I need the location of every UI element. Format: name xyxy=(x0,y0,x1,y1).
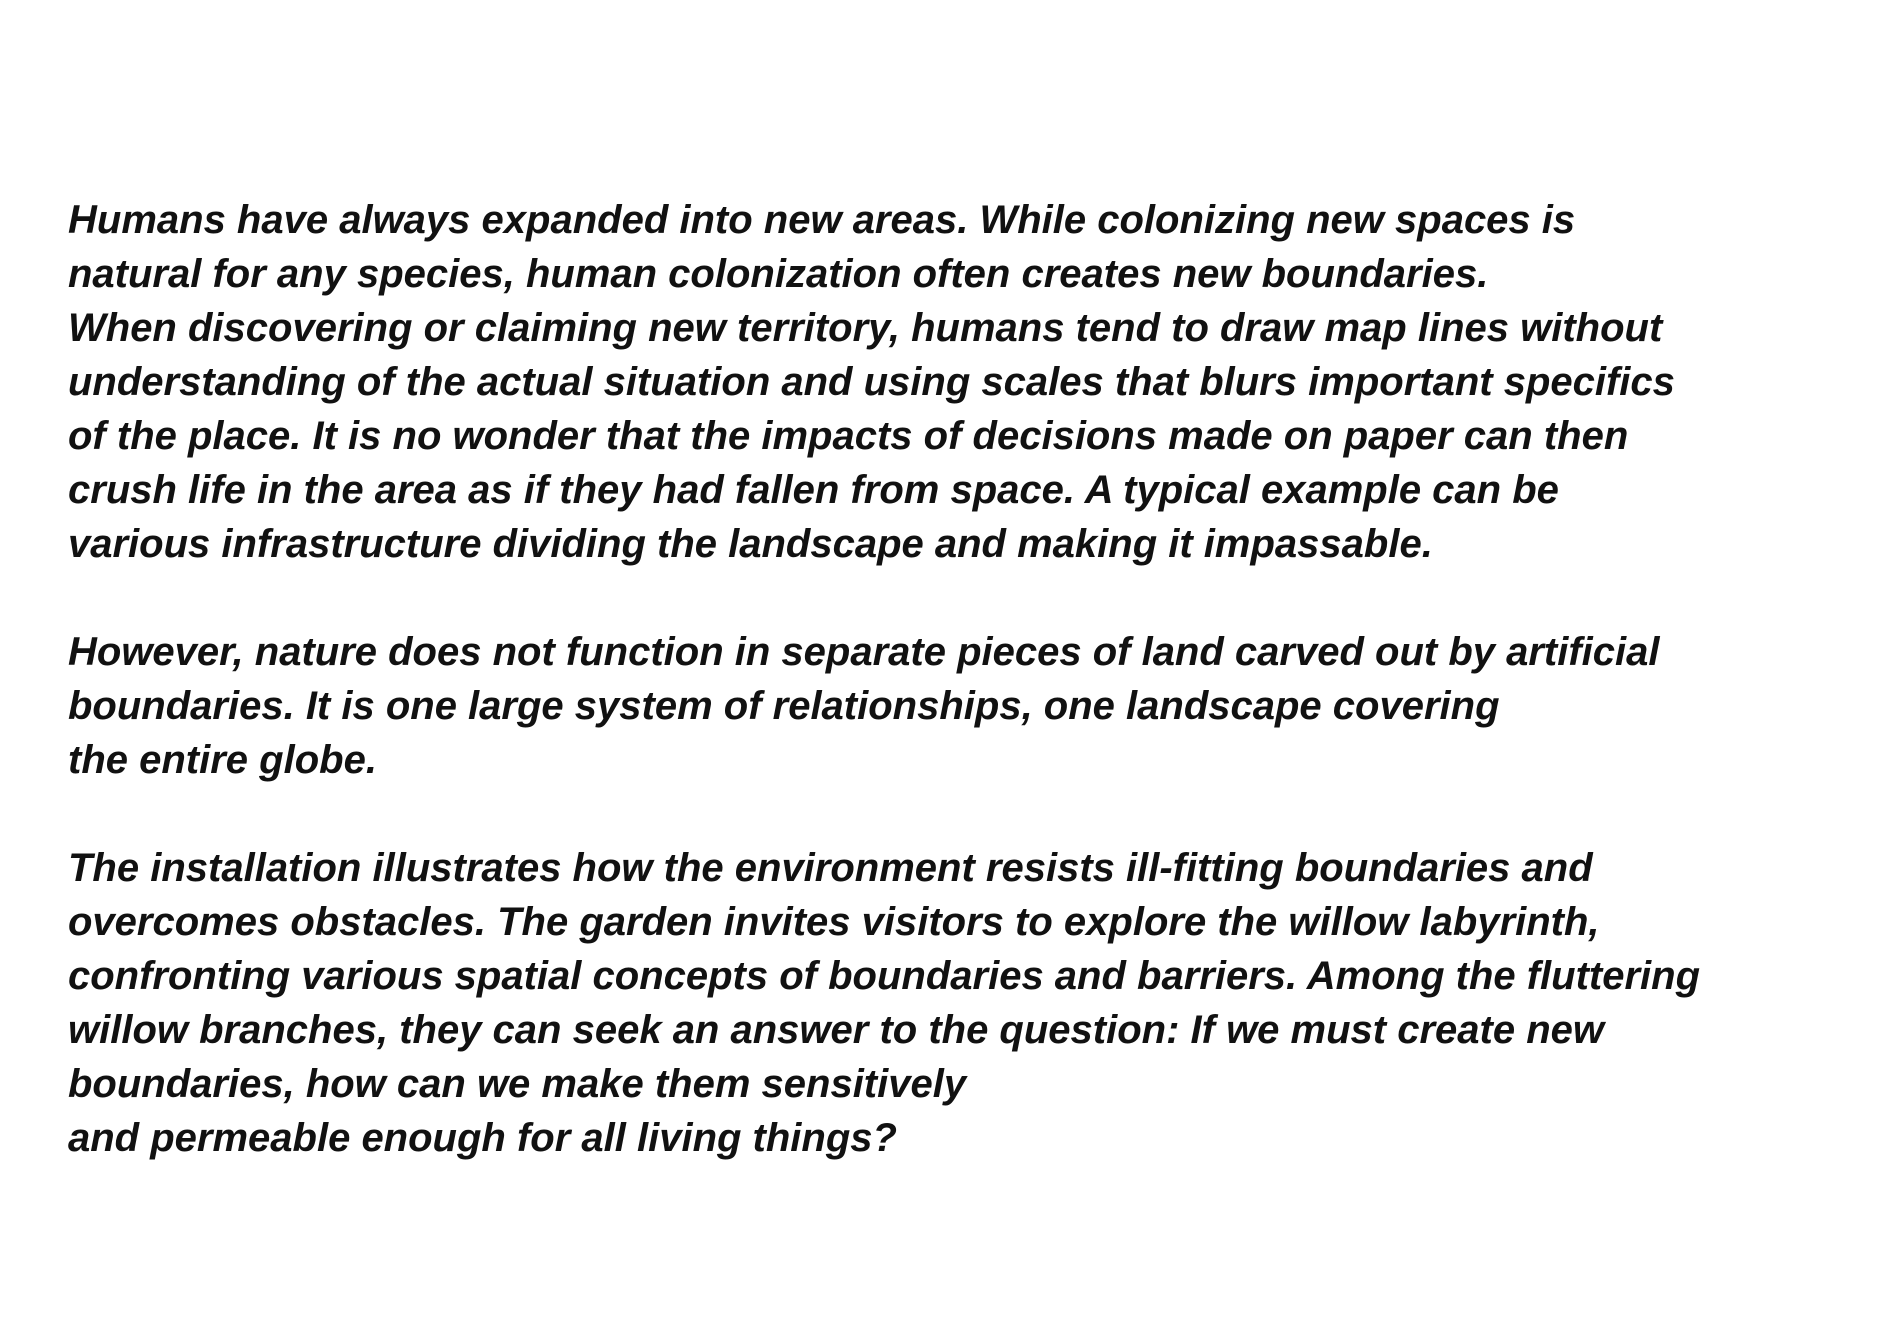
text-line: natural for any species, human colonization often creates new boundaries. xyxy=(68,252,1489,296)
paragraph-spacer xyxy=(68,787,1868,841)
text-line: confronting various spatial concepts of boundaries and barriers. Among the fluttering xyxy=(68,954,1701,998)
text-line: and permeable enough for all living things? xyxy=(68,1116,897,1160)
text-line: crush life in the area as if they had fallen from space. A typical example can be xyxy=(68,468,1559,512)
paragraph-spacer xyxy=(68,571,1868,625)
body-text xyxy=(68,193,1868,1165)
text-line: boundaries, how can we make them sensitively xyxy=(68,1062,967,1106)
text-line: of the place. It is no wonder that the impacts of decisions made on paper can then xyxy=(68,414,1629,458)
text-line: overcomes obstacles. The garden invites visitors to explore the willow labyrinth, xyxy=(68,900,1600,944)
paragraph-1 xyxy=(68,193,1868,571)
text-line: willow branches, they can seek an answer to the question: If we must create new xyxy=(68,1008,1604,1052)
text-line: When discovering or claiming new territory, humans tend to draw map lines without xyxy=(68,306,1663,350)
text-line: However, nature does not function in separate pieces of land carved out by artificial xyxy=(68,630,1660,674)
paragraph-2 xyxy=(68,625,1868,787)
text-line: The installation illustrates how the environment resists ill-fitting boundaries and xyxy=(68,846,1593,890)
text-line: understanding of the actual situation and using scales that blurs important specifics xyxy=(68,360,1675,404)
text-line: the entire globe. xyxy=(68,738,377,782)
text-line: various infrastructure dividing the landscape and making it impassable. xyxy=(68,522,1433,566)
paragraph-3 xyxy=(68,841,1868,1165)
text-line: Humans have always expanded into new areas. While colonizing new spaces is xyxy=(68,198,1576,242)
text-line: boundaries. It is one large system of relationships, one landscape covering xyxy=(68,684,1500,728)
